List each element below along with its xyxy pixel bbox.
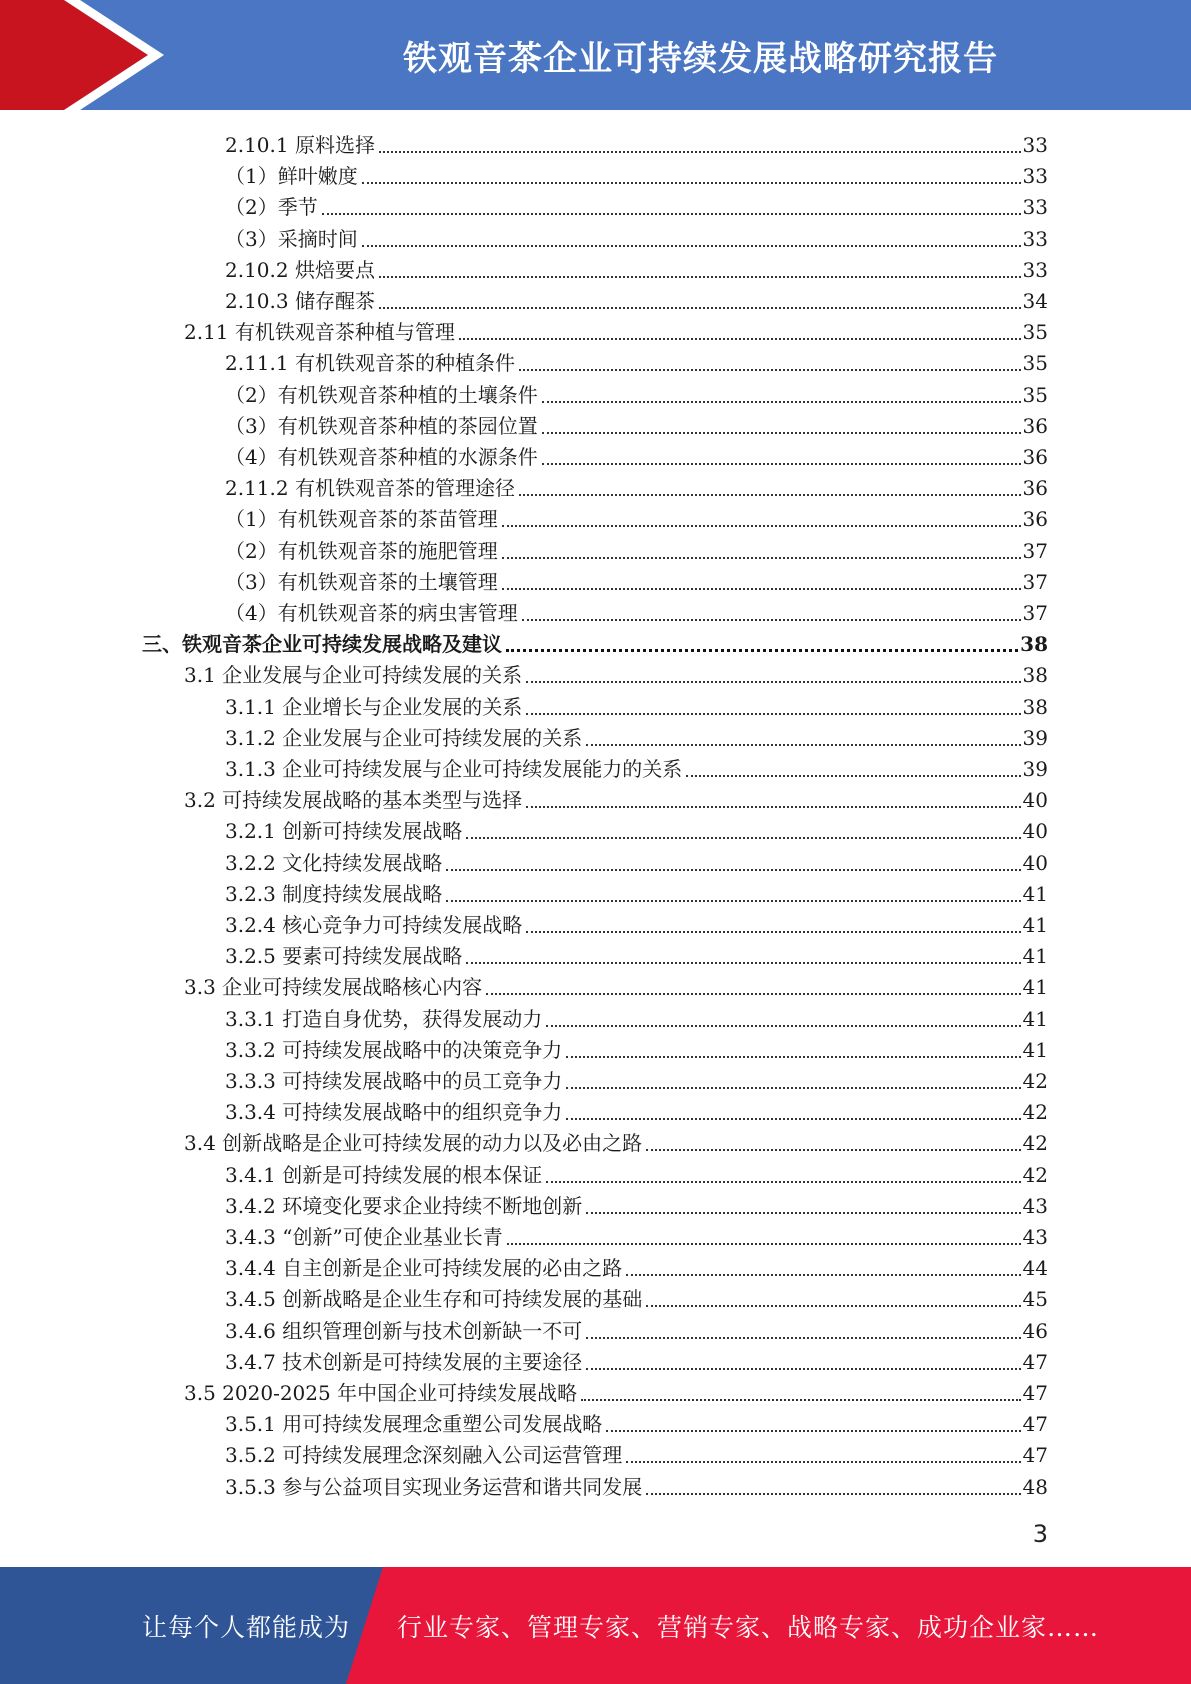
toc-leader-dots bbox=[586, 1368, 1020, 1370]
toc-entry[interactable] bbox=[225, 751, 1048, 782]
toc-entry-title: 3.4.6 组织管理创新与技术创新缺一不可 bbox=[225, 1318, 583, 1343]
toc-entry[interactable] bbox=[184, 782, 1048, 813]
toc-entry[interactable] bbox=[225, 1469, 1048, 1500]
toc-leader-dots bbox=[686, 775, 1020, 777]
toc-leader-dots bbox=[379, 276, 1021, 278]
toc-entry-page: 41 bbox=[1022, 944, 1048, 969]
toc-entry[interactable] bbox=[225, 1250, 1048, 1281]
toc-entry-page: 35 bbox=[1022, 320, 1048, 345]
toc-entry-title: 3.4.2 环境变化要求企业持续不断地创新 bbox=[225, 1193, 583, 1218]
toc-entry-page: 44 bbox=[1022, 1256, 1048, 1281]
toc-entry[interactable] bbox=[225, 1281, 1048, 1312]
toc-entry-page: 35 bbox=[1022, 382, 1048, 407]
toc-entry-title: 3.3.2 可持续发展战略中的决策竞争力 bbox=[225, 1037, 563, 1062]
toc-entry-page: 36 bbox=[1022, 445, 1048, 469]
toc-entry-page: 41 bbox=[1022, 913, 1048, 937]
toc-entry-title: 2.11.1 有机铁观音茶的种植条件 bbox=[225, 351, 515, 376]
toc-entry-page: 41 bbox=[1022, 1006, 1048, 1031]
toc-entry-page: 34 bbox=[1022, 289, 1048, 313]
toc-entry[interactable] bbox=[225, 1406, 1048, 1437]
toc-leader-dots bbox=[566, 1056, 1020, 1058]
toc-entry-page: 40 bbox=[1022, 850, 1048, 875]
toc-entry-title: 2.11 有机铁观音茶种植与管理 bbox=[184, 320, 455, 345]
toc-entry[interactable] bbox=[225, 1094, 1048, 1125]
toc-entry-title: （3）有机铁观音茶种植的茶园位置 bbox=[225, 413, 538, 438]
toc-entry-page: 47 bbox=[1022, 1349, 1048, 1374]
toc-leader-dots bbox=[322, 213, 1021, 215]
toc-entry-title: 三、铁观音茶企业可持续发展战略及建议 bbox=[142, 632, 502, 657]
toc-entry-title: 3.2.2 文化持续发展战略 bbox=[225, 850, 443, 875]
toc-entry-page: 41 bbox=[1022, 975, 1048, 1000]
toc-entry-title: 3.4.5 创新战略是企业生存和可持续发展的基础 bbox=[225, 1287, 643, 1312]
toc-leader-dots bbox=[542, 401, 1021, 403]
toc-entry-page: 39 bbox=[1022, 757, 1048, 781]
toc-entry-page: 36 bbox=[1022, 413, 1048, 438]
toc-entry-title: 3.5.3 参与公益项目实现业务运营和谐共同发展 bbox=[225, 1474, 643, 1499]
toc-leader-dots bbox=[502, 588, 1021, 590]
toc-leader-dots bbox=[466, 962, 1020, 964]
toc-entry-title: 3.4.4 自主创新是企业可持续发展的必由之路 bbox=[225, 1256, 623, 1281]
toc-leader-dots bbox=[446, 900, 1020, 902]
toc-leader-dots bbox=[526, 806, 1020, 808]
toc-entry-title: （2）季节 bbox=[225, 195, 318, 220]
toc-entry-title: 3.4.1 创新是可持续发展的根本保证 bbox=[225, 1162, 543, 1187]
toc-entry-title: 3.1.3 企业可持续发展与企业可持续发展能力的关系 bbox=[225, 757, 683, 781]
toc-entry-page: 38 bbox=[1022, 663, 1048, 688]
toc-leader-dots bbox=[542, 432, 1021, 434]
toc-entry[interactable] bbox=[225, 345, 1048, 376]
toc-leader-dots bbox=[362, 245, 1021, 247]
toc-entry[interactable] bbox=[184, 657, 1048, 688]
toc-entry[interactable] bbox=[225, 127, 1048, 158]
toc-leader-dots bbox=[526, 681, 1020, 683]
toc-leader-dots bbox=[502, 525, 1021, 527]
toc-leader-dots bbox=[626, 1461, 1020, 1463]
toc-entry[interactable] bbox=[225, 189, 1048, 220]
toc-entry-page: 45 bbox=[1022, 1287, 1048, 1312]
toc-entry-page: 35 bbox=[1022, 351, 1048, 376]
toc-entry-page: 38 bbox=[1020, 632, 1048, 657]
toc-leader-dots bbox=[506, 649, 1018, 652]
toc-leader-dots bbox=[586, 1337, 1020, 1339]
toc-entry-title: （1）有机铁观音茶的茶苗管理 bbox=[225, 507, 498, 532]
toc-entry-page: 43 bbox=[1022, 1193, 1048, 1218]
toc-entry-page: 37 bbox=[1022, 569, 1048, 594]
toc-leader-dots bbox=[586, 1212, 1020, 1214]
toc-entry-page: 37 bbox=[1022, 538, 1048, 563]
footer-banner bbox=[0, 1567, 1191, 1684]
toc-leader-dots bbox=[507, 1243, 1021, 1245]
toc-entry[interactable] bbox=[225, 408, 1048, 439]
toc-entry-title: 3.5 2020-2025 年中国企业可持续发展战略 bbox=[184, 1381, 578, 1405]
toc-leader-dots bbox=[519, 369, 1021, 371]
toc-entry-title: （4）有机铁观音茶的病虫害管理 bbox=[225, 601, 518, 625]
toc-entry[interactable] bbox=[225, 283, 1048, 314]
report-title: 铁观音茶企业可持续发展战略研究报告 bbox=[403, 38, 998, 79]
toc-entry-title: 3.4 创新战略是企业可持续发展的动力以及必由之路 bbox=[184, 1131, 643, 1156]
toc-entry[interactable] bbox=[225, 221, 1048, 252]
toc-entry[interactable] bbox=[225, 720, 1048, 751]
toc-entry-title: 3.1.2 企业发展与企业可持续发展的关系 bbox=[225, 725, 583, 750]
toc-leader-dots bbox=[526, 931, 1020, 933]
toc-entry-title: 2.10.1 原料选择 bbox=[225, 133, 375, 157]
toc-leader-dots bbox=[626, 1274, 1020, 1276]
toc-entry-page: 46 bbox=[1022, 1318, 1048, 1343]
toc-entry-title: （2）有机铁观音茶的施肥管理 bbox=[225, 538, 498, 563]
toc-entry-page: 33 bbox=[1022, 164, 1048, 189]
toc-entry-page: 41 bbox=[1022, 881, 1048, 906]
toc-entry[interactable] bbox=[142, 626, 1048, 657]
toc-entry-title: 3.1.1 企业增长与企业发展的关系 bbox=[225, 694, 523, 719]
toc-entry[interactable] bbox=[225, 1313, 1048, 1344]
toc-leader-dots bbox=[379, 307, 1021, 309]
toc-leader-dots bbox=[546, 1025, 1020, 1027]
toc-entry-title: 3.1 企业发展与企业可持续发展的关系 bbox=[184, 663, 523, 688]
header-red-arrow bbox=[0, 0, 148, 110]
toc-entry[interactable] bbox=[225, 689, 1048, 720]
header-banner bbox=[0, 0, 1191, 110]
toc-entry-title: 3.3.3 可持续发展战略中的员工竞争力 bbox=[225, 1069, 563, 1093]
footer-slogan-right: 行业专家、管理专家、营销专家、战略专家、成功企业家…… bbox=[397, 1612, 1100, 1642]
toc-entry-title: 3.5.2 可持续发展理念深刻融入公司运营管理 bbox=[225, 1443, 623, 1468]
toc-entry-page: 33 bbox=[1022, 226, 1048, 251]
toc-entry[interactable] bbox=[184, 969, 1048, 1000]
toc-leader-dots bbox=[379, 151, 1021, 153]
toc-entry-page: 42 bbox=[1022, 1100, 1048, 1125]
toc-entry-page: 40 bbox=[1022, 819, 1048, 844]
toc-entry-page: 48 bbox=[1022, 1474, 1048, 1499]
toc-leader-dots bbox=[446, 869, 1020, 871]
toc-entry[interactable] bbox=[225, 1157, 1048, 1188]
toc-entry[interactable] bbox=[225, 1188, 1048, 1219]
toc-entry[interactable] bbox=[225, 1063, 1048, 1094]
toc-leader-dots bbox=[566, 1087, 1020, 1089]
toc-entry-page: 42 bbox=[1022, 1162, 1048, 1187]
toc-leader-dots bbox=[362, 182, 1021, 184]
toc-entry-title: 2.10.3 储存醒茶 bbox=[225, 289, 375, 313]
toc-leader-dots bbox=[486, 993, 1020, 995]
toc-leader-dots bbox=[466, 837, 1020, 839]
footer-slogan-left: 让每个人都能成为 bbox=[142, 1612, 351, 1642]
toc-entry-page: 43 bbox=[1022, 1225, 1048, 1249]
toc-entry-title: 3.2.1 创新可持续发展战略 bbox=[225, 819, 463, 844]
toc-entry-title: 3.2.4 核心竞争力可持续发展战略 bbox=[225, 913, 523, 937]
toc-entry-page: 33 bbox=[1022, 257, 1048, 282]
toc-entry[interactable] bbox=[184, 314, 1048, 345]
toc-entry[interactable] bbox=[225, 813, 1048, 844]
toc-entry-title: 3.2 可持续发展战略的基本类型与选择 bbox=[184, 788, 523, 813]
toc-entry[interactable] bbox=[225, 1344, 1048, 1375]
toc-entry[interactable] bbox=[225, 439, 1048, 470]
toc-entry-page: 47 bbox=[1022, 1381, 1048, 1405]
toc-leader-dots bbox=[542, 463, 1021, 465]
toc-entry[interactable] bbox=[225, 1219, 1048, 1250]
toc-entry[interactable] bbox=[225, 158, 1048, 189]
toc-entry-title: 2.11.2 有机铁观音茶的管理途径 bbox=[225, 476, 515, 501]
toc-entry-title: 3.3.4 可持续发展战略中的组织竞争力 bbox=[225, 1100, 563, 1125]
toc-leader-dots bbox=[646, 1305, 1020, 1307]
toc-entry[interactable] bbox=[225, 938, 1048, 969]
toc-entry[interactable] bbox=[225, 252, 1048, 283]
toc-entry-page: 42 bbox=[1022, 1131, 1048, 1156]
toc-entry-page: 40 bbox=[1022, 788, 1048, 813]
toc-entry-title: （2）有机铁观音茶种植的土壤条件 bbox=[225, 382, 538, 407]
toc-leader-dots bbox=[502, 557, 1021, 559]
toc-entry-page: 36 bbox=[1022, 476, 1048, 501]
toc-leader-dots bbox=[606, 1430, 1020, 1432]
toc-entry-title: （4）有机铁观音茶种植的水源条件 bbox=[225, 445, 538, 469]
toc-leader-dots bbox=[646, 1149, 1020, 1151]
toc-entry[interactable] bbox=[225, 907, 1048, 938]
toc-entry[interactable] bbox=[225, 1001, 1048, 1032]
toc-entry[interactable] bbox=[184, 1375, 1048, 1406]
toc-leader-dots bbox=[519, 494, 1021, 496]
toc-leader-dots bbox=[546, 1181, 1020, 1183]
toc-entry-title: 3.2.5 要素可持续发展战略 bbox=[225, 944, 463, 969]
toc-entry-page: 47 bbox=[1022, 1443, 1048, 1468]
toc-entry-page: 39 bbox=[1022, 725, 1048, 750]
toc-entry[interactable] bbox=[225, 564, 1048, 595]
toc-entry-title: 3.4.7 技术创新是可持续发展的主要途径 bbox=[225, 1349, 583, 1374]
toc-entry[interactable] bbox=[225, 1032, 1048, 1063]
toc-entry[interactable] bbox=[225, 470, 1048, 501]
toc-entry-title: 3.5.1 用可持续发展理念重塑公司发展战略 bbox=[225, 1412, 603, 1437]
toc-entry-title: 3.3.1 打造自身优势，获得发展动力 bbox=[225, 1006, 543, 1031]
toc-leader-dots bbox=[522, 619, 1021, 621]
toc-entry-title: 3.2.3 制度持续发展战略 bbox=[225, 881, 443, 906]
toc-entry-title: 2.10.2 烘焙要点 bbox=[225, 257, 375, 282]
toc-entry-title: （3）采摘时间 bbox=[225, 226, 358, 251]
toc-entry-title: （1）鲜叶嫩度 bbox=[225, 164, 358, 189]
toc-entry[interactable] bbox=[225, 845, 1048, 876]
toc-entry-page: 38 bbox=[1022, 694, 1048, 719]
toc-leader-dots bbox=[586, 744, 1020, 746]
toc-entry-page: 37 bbox=[1022, 601, 1048, 625]
toc-leader-dots bbox=[566, 1118, 1020, 1120]
toc-entry-page: 33 bbox=[1022, 133, 1048, 157]
page-number: 3 bbox=[1032, 1520, 1048, 1548]
toc-entry-page: 36 bbox=[1022, 507, 1048, 532]
toc-entry[interactable] bbox=[225, 501, 1048, 532]
toc-entry-page: 33 bbox=[1022, 195, 1048, 220]
toc-entry-page: 41 bbox=[1022, 1037, 1048, 1062]
toc-entry-page: 47 bbox=[1022, 1412, 1048, 1437]
toc-entry[interactable] bbox=[225, 1437, 1048, 1468]
toc-leader-dots bbox=[581, 1399, 1020, 1401]
toc-entry-page: 42 bbox=[1022, 1069, 1048, 1093]
toc-entry-title: 3.3 企业可持续发展战略核心内容 bbox=[184, 975, 483, 1000]
toc-leader-dots bbox=[646, 1493, 1020, 1495]
toc-entry-title: （3）有机铁观音茶的土壤管理 bbox=[225, 569, 498, 594]
toc-entry-title: 3.4.3 “创新”可使企业基业长青 bbox=[225, 1225, 503, 1249]
toc-entry[interactable] bbox=[225, 595, 1048, 626]
toc-entry[interactable] bbox=[184, 1125, 1048, 1156]
toc-leader-dots bbox=[459, 338, 1021, 340]
toc-entry[interactable] bbox=[225, 876, 1048, 907]
toc-entry[interactable] bbox=[225, 533, 1048, 564]
toc-entry[interactable] bbox=[225, 377, 1048, 408]
toc-leader-dots bbox=[526, 713, 1020, 715]
